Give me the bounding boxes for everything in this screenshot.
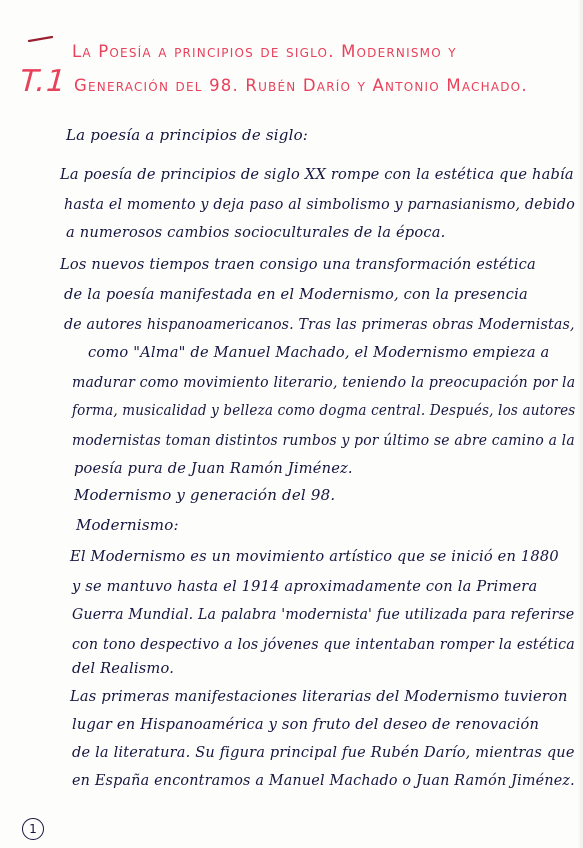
body-line: de autores hispanoamericanos. Tras las primeras obras Modernistas,	[64, 316, 575, 333]
section-heading-modernismo: Modernismo:	[76, 516, 179, 534]
page-edge-shadow	[577, 0, 583, 848]
body-line: del Realismo.	[72, 660, 175, 677]
pen-stroke-icon	[28, 36, 54, 42]
unit-label: T.1	[18, 64, 68, 99]
title-line-1: La Poesía a principios de siglo. Modernismo y	[72, 42, 457, 61]
body-line: hasta el momento y deja paso al simbolismo y parnasianismo, debido	[64, 196, 575, 213]
body-line: modernistas toman distintos rumbos y por último se abre camino a la	[72, 432, 575, 449]
body-line: en España encontramos a Manuel Machado o Juan Ramón Jiménez.	[72, 772, 575, 789]
body-line: a numerosos cambios socioculturales de la época.	[66, 224, 446, 241]
body-line: Las primeras manifestaciones literarias del Modernismo tuvieron	[70, 688, 568, 705]
body-line: lugar en Hispanoamérica y son fruto del deseo de renovación	[72, 716, 540, 733]
body-line: con tono despectivo a los jóvenes que intentaban romper la estética	[72, 636, 575, 653]
body-line: Los nuevos tiempos traen consigo una transformación estética	[60, 256, 536, 273]
body-line: de la poesía manifestada en el Modernismo, con la presencia	[64, 286, 528, 303]
body-line: forma, musicalidad y belleza como dogma central. Después, los autores	[72, 402, 576, 419]
body-line: poesía pura de Juan Ramón Jiménez.	[74, 460, 353, 477]
body-line: y se mantuvo hasta el 1914 aproximadamente con la Primera	[72, 578, 538, 595]
page-number: 1	[22, 818, 44, 840]
body-line: como "Alma" de Manuel Machado, el Modernismo empieza a	[88, 344, 550, 361]
section-heading-poesia: La poesía a principios de siglo:	[66, 126, 309, 144]
body-line: Guerra Mundial. La palabra 'modernista' fue utilizada para referirse	[72, 606, 575, 623]
body-line: madurar como movimiento literario, teniendo la preocupación por la	[72, 374, 576, 391]
body-line: La poesía de principios de siglo XX rompe con la estética que había	[60, 166, 574, 183]
section-heading-modernismo-98: Modernismo y generación del 98.	[74, 486, 336, 504]
body-line: de la literatura. Su figura principal fue Rubén Darío, mientras que	[72, 744, 575, 761]
title-line-2: Generación del 98. Rubén Darío y Antonio Machado.	[74, 76, 528, 95]
body-line: El Modernismo es un movimiento artístico que se inició en 1880	[70, 548, 559, 565]
